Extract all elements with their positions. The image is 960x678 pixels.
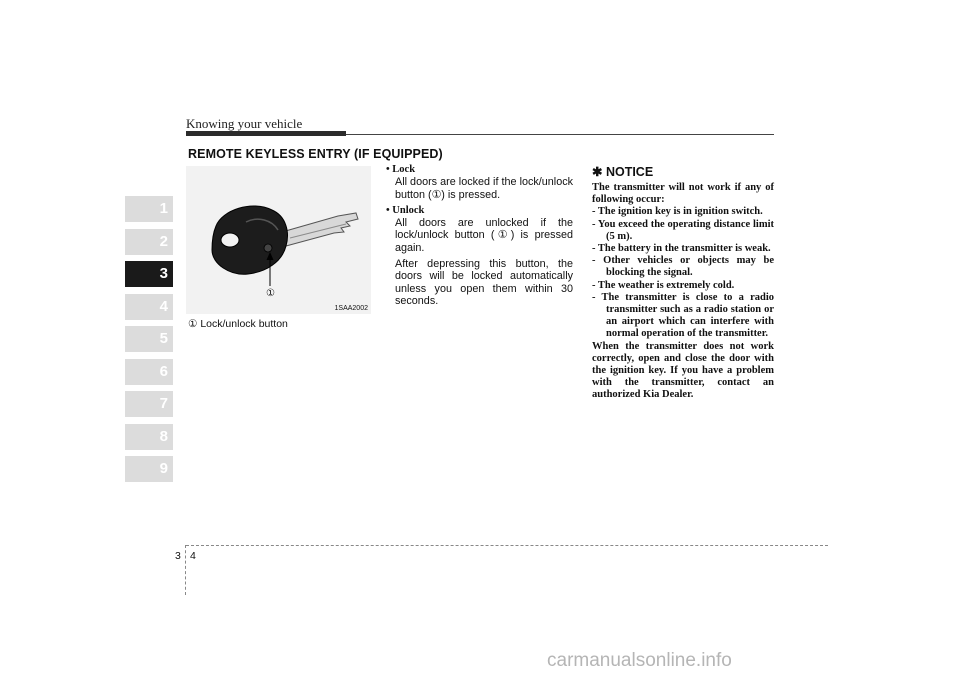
key-figure (186, 166, 371, 314)
notice-list (592, 206, 774, 340)
header-rule (346, 134, 774, 135)
unlock-item-title: • Unlock (386, 204, 425, 216)
notice-body (592, 182, 774, 402)
notice-list-item: - The ignition key is in ignition switch. (592, 206, 763, 218)
chapter-tabs (125, 196, 173, 489)
footer-vertical-rule (185, 545, 186, 595)
lock-unlock-button-icon (264, 244, 272, 252)
notice-intro: The transmitter will not work if any of following occur: (592, 182, 774, 206)
notice-box (592, 164, 774, 402)
page-chapter-number: 3 (175, 550, 181, 562)
chapter-tab-4[interactable]: 4 (125, 294, 173, 320)
unlock-item-text: All doors are unlocked if the lock/unlock button (①) is pressed again. (395, 217, 573, 254)
chapter-tab-6[interactable]: 6 (125, 359, 173, 385)
chapter-tab-2[interactable]: 2 (125, 229, 173, 255)
lock-item-text: All doors are locked if the lock/unlock button (①) is pressed. (395, 176, 573, 201)
chapter-tab-5[interactable]: 5 (125, 326, 173, 352)
key-illustration (186, 166, 371, 314)
unlock-item-body (386, 217, 573, 307)
notice-list-item: - You exceed the operating distance limit (5 m). (592, 218, 774, 242)
keyring-hole (221, 233, 239, 247)
section-title: REMOTE KEYLESS ENTRY (IF EQUIPPED) (188, 147, 443, 161)
header-bar (186, 131, 346, 136)
figure-code: 1SAA2002 (334, 305, 368, 312)
notice-outro: When the transmitter does not work correctly, open and close the door with the ignition key. If you have a problem with the transmitter, contact an authorized Kia Dealer. (592, 340, 774, 401)
footer-rule (186, 545, 828, 546)
key-blade (282, 213, 358, 246)
callout-label: ① (266, 288, 275, 299)
lock-item-title: • Lock (386, 164, 416, 175)
notice-title: ✱ NOTICE (592, 165, 654, 179)
running-header: Knowing your vehicle (186, 116, 303, 131)
chapter-tab-1[interactable]: 1 (125, 196, 173, 222)
button-functions (386, 164, 573, 311)
notice-list-item: - The weather is extremely cold. (592, 279, 735, 291)
watermark: carmanualsonline.info (547, 650, 732, 671)
chapter-tab-9[interactable]: 9 (125, 456, 173, 482)
chapter-tab-3[interactable]: 3 (125, 261, 173, 287)
chapter-tab-7[interactable]: 7 (125, 391, 173, 417)
notice-list-item: - Other vehicles or objects may be blocking the signal. (592, 255, 774, 279)
chapter-tab-8[interactable]: 8 (125, 424, 173, 450)
notice-list-item: - The transmitter is close to a radio transmitter such as a radio station or an airport which can interfere with normal operation of the transmitter. (592, 291, 774, 340)
unlock-item-text-2: After depressing this button, the doors will be locked automatically unless you open them within 30 seconds. (395, 258, 573, 307)
notice-list-item: - The battery in the transmitter is weak. (592, 243, 771, 255)
lock-item-body (386, 176, 573, 201)
page-number: 4 (190, 550, 196, 562)
figure-caption: ① Lock/unlock button (188, 318, 288, 330)
